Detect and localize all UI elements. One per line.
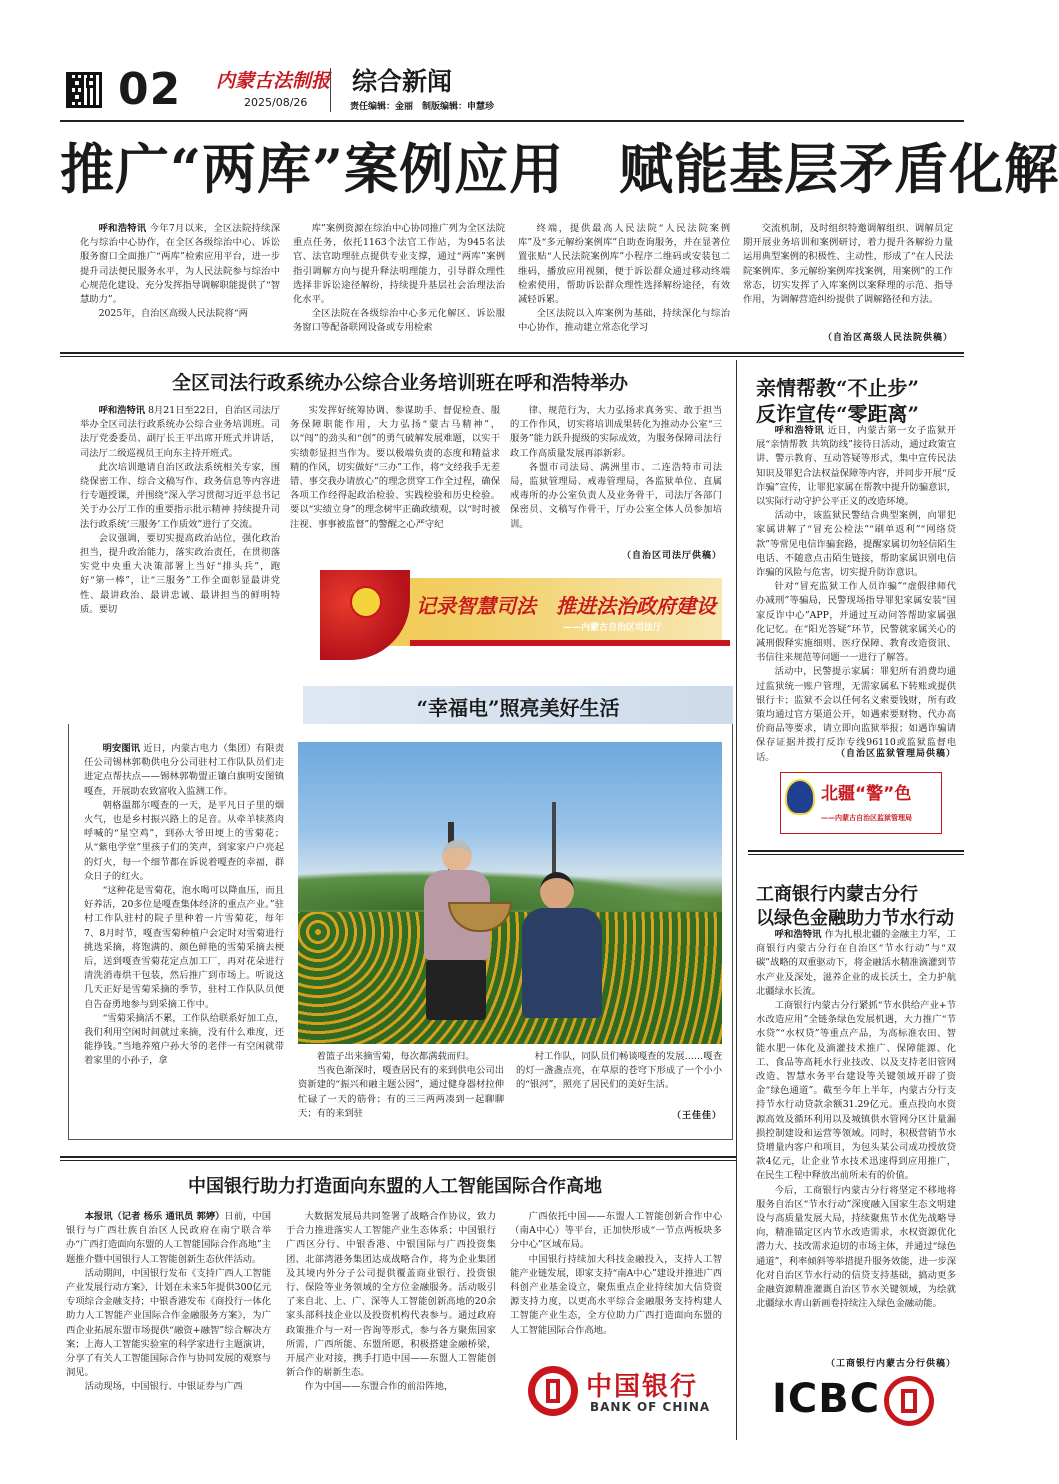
banner-subtitle: ——内蒙古自治区司法厅 — [562, 623, 662, 633]
family-body: 呼和浩特讯 近日，内蒙古第一女子监狱开展“亲情帮教 共筑防线”接待日活动，通过政策宣讲、警示教育、互动答疑等形式，集中宣传民法知识及罪犯合法权益保障等内容，并同步开展“反诈骗”宣传，让罪犯家属在帮教中提升防骗意识，以实际行动守护公平正义的改造环境。 活动中，该监狱民警结合典型案例，向罪犯家属讲解了“冒充公检法”“刷单返利”“网络贷款”等常见电信诈骗套路，提醒家属切勿轻信陌生电话、不随意点击陌生链接，帮助家属识别电信诈骗的风险与危害，切实提升防诈意识。 针对“冒充监狱工作人员诈骗”“虚假律师代办减刑”等骗局，民警现场指导罪犯家属安装“国家反诈中心”APP，并通过互动问答帮助家属强化记忆。在“阳光答疑”环节，民警就家属关心的减刑假释实施细则、医疗保障、教育改造资讯、书信往来规范等问题一一进行了解答。 活动中，民警提示家属：罪犯所有消费均通过监狱统一账户管理，无需家属私下转账或提供银行卡；监狱不会以任何名义索要钱财，所有政策均通过官方渠道公开，如遇索要财物、代办高价商品等要求，请立即向监狱举报；如遇诈骗请保存证据并拨打反诈专线96110或监狱监督电话。 — [756, 425, 956, 763]
icbc-logo-icon — [884, 1376, 934, 1426]
editors-line: 责任编辑：金丽 制版编辑：申慧珍 — [350, 102, 495, 112]
lead-col-3: 终端，提供最高人民法院“人民法院案例库”及“多元解纷案例库”自助查询服务，并在显著位置张贴“人民法院案例库”小程序二维码或安装包二维码，播放应用视频，便于诉讼群众通过移动终端检索使用，帮助诉讼群众理性选择解纷途径，有效减轻诉累。 全区法院以入库案例为基础，持续深化与综治中心协作，推动建立常态化学习 — [518, 223, 730, 334]
training-col-1: 呼和浩特讯 8月21日至22日，自治区司法厅举办全区司法行政系统办公综合业务培训班。司法厅党委委员、副厅长王平出席开班式并讲话，司法厅二级巡视员王向东主持开班式。 此次培训邀请自治区政法系统相关专家，围绕保密工作、综合文稿写作、政务信息等内容进行专题授课，并围绕“深入学习贯彻习近平总书记关于办公厅工作的重要指示批示精神 持续提升司法行政系统‘三服务’工作质效”进行了交流。 会议强调，要切实提高政治站位，强化政治担当，提升政治能力，落实政治责任，在贯彻落实党中央重大决策部署上当好“排头兵”，跑好“第一棒”，让“三服务”工作全面彰显最讲党性、最讲政治、最讲忠诚、最讲担当的鲜明特质。要切 — [80, 405, 280, 615]
boc-top-rule — [60, 1156, 736, 1161]
vertical-rule-lower — [736, 860, 737, 1440]
center-vertical-rule — [736, 360, 737, 860]
section-title: 综合新闻 — [352, 67, 453, 96]
page-number: 02 — [118, 64, 182, 115]
icbc-headline-1: 工商银行内蒙古分行 — [756, 884, 918, 905]
training-headline: 全区司法行政系统办公综合业务培训班在呼和浩特举办 — [171, 372, 628, 394]
lead-col-2: 库”案例资源在综治中心协同推广列为全区法院重点任务，依托1163个法官工作站，为945名法官、法官助理驻点提供专业支撑，通过“两库”案例指引调解方向与提升释法明理能力，引导群众理性选择非诉讼途径解纷，持续提升基层社会治理法治化水平。 全区法院在各级综治中心多元化解区、诉讼服务窗口等配备联网设备或专用检索 — [293, 223, 505, 334]
issue-date: 2025/08/26 — [244, 96, 308, 109]
boc-headline: 中国银行助力打造面向东盟的人工智能国际合作高地 — [188, 1176, 602, 1197]
boc-col-1: 本报讯（记者 杨乐 通讯员 郭婷）日前，中国银行与广西壮族自治区人民政府在南宁联合举办“广西打造面向东盟的人工智能国际合作高地”主题推介暨中国银行人工智能创新生态伙伴活动。 活动期间，中国银行发布《支持广西人工智能产业发展行动方案》，计划在未来5年提供300亿元专项综合金融支持；中银香港发布《商投行一体化助力人工智能产业国际合作金融服务方案》，为广西企业拓展东盟市场提供“融资+融智”综合解决方案；上海人工智能实验室的科学家进行主题演讲，分享了有关人工智能国际合作与协同发展的观察与洞见。 活动现场，中国银行、中银证券与广西 — [66, 1211, 271, 1393]
icbc-headline-2: 以绿色金融助力节水行动 — [756, 908, 954, 929]
training-source: （自治区司法厅供稿） — [621, 551, 722, 561]
power-headline: “幸福电”照亮美好生活 — [416, 696, 620, 720]
boc-logo-cn: 中国银行 — [586, 1372, 699, 1402]
smart-justice-banner — [330, 578, 722, 646]
masthead-rule — [60, 120, 964, 122]
prison-logo-subtitle: ——内蒙古自治区监狱管理局 — [821, 814, 912, 822]
icbc-logo-text: ICBC — [772, 1376, 881, 1422]
lead-col-4: 交流机制，及时组织特邀调解组织、调解员定期开展业务培训和案例研讨，着力提升各解纷力量运用典型案例的积极性、主动性，形成了“在人民法院案例库、多元解纷案例库找案例，用案例”的工作常态，切实发挥了入库案例以案释理的示范、指导作用，为调解营造纠纷提供了调解路径和方法。 — [743, 223, 953, 306]
family-source: （自治区监狱管理局供稿） — [835, 749, 956, 759]
training-col-2: 实发挥好统筹协调、参谋助手、督促检查、服务保障职能作用，大力弘扬“蒙古马精神”，以“闯”的劲头和“创”的勇气破解发展难题，以实干实绩彰显担当作为。要以极端负责的态度和精益求精的作风，切实做好“三办”工作，将“文经我手无差错、事交我办请放心”的理念贯穿工作全过程，确保各项工作经得起政治检验、实践检验和历史检验。要以“实绩立身”的理念树牢正确政绩观，以“时时被注视、事事被监督”的警醒之心严守纪 — [290, 405, 500, 530]
banner-title: 记录智慧司法 推进法治政府建设 — [416, 594, 716, 618]
police-badge-icon — [785, 779, 815, 815]
prison-logo — [780, 772, 942, 834]
boc-col-3: 广西依托中国——东盟人工智能创新合作中心（南A中心）等平台，正加快形成“一节点两板块多分中心”区域布局。 中国银行持续加大科技金融投入，支持人工智能产业链发展，即家支持“南A中心”建设并推进广西科创产业基金设立，聚焦重点企业持续加大信贷资源支持力度，以更高水平综合金融服务支持构建人工智能产业生态，全方位助力广西打造面向东盟的人工智能国际合作高地。 — [510, 1211, 722, 1336]
paper-name-logo: 内蒙古法制报 — [216, 70, 331, 92]
news-photo — [298, 742, 722, 1044]
training-col-3: 律、规范行为，大力弘扬求真务实、敢于担当的工作作风，切实将培训成果转化为推动办公室“三服务”能力跃升提级的实际成效，为服务保障司法行政工作高质量发展再添新彩。 各盟市司法局、满洲里市、二连浩特市司法局，监狱管理局、戒毒管理局，各监狱单位、直属戒毒所的办公室负责人及业务骨干，司法厅各部门保密员、文稿写作骨干，厅办公室全体人员参加培训。 — [510, 405, 722, 530]
masthead-divider — [330, 68, 331, 112]
emblem-icon — [350, 586, 382, 618]
lead-col-1: 呼和浩特讯 今年7月以来，全区法院持续深化与综治中心协作，在全区各级综治中心、诉讼服务窗口全面推广“两库”检索应用平台，进一步提升司法便民服务水平，为人民法院参与综治中心规范化建设、充分发挥指导调解职能提供了“智慧助力”。 2025年，自治区高级人民法院将“两 — [80, 223, 280, 320]
family-headline-1: 亲情帮教“不止步” — [756, 376, 920, 400]
lead-source: （自治区高级人民法院供稿） — [822, 333, 953, 343]
power-col-3: 村工作队，同队员们畅谈嘎查的发展……嘎查的灯一盏盏点亮，在草原的苍穹下形成了一个小小的“银河”，照亮了居民们的美好生活。 — [516, 1051, 722, 1091]
icbc-source: （工商银行内蒙古分行供稿） — [825, 1359, 956, 1369]
lead-headline: 推广“两库”案例应用 赋能基层矛盾化解 — [60, 137, 1059, 201]
power-col-2: 着篮子出来摘雪菊，每次都满载而归。 当夜色渐深时，嘎查居民有的来到供电公司出资新建的“振兴和融主题公园”，通过健身器材拉伸忙碌了一天的筋骨；有的三三两两凑到一起聊聊天；有的来到驻 — [298, 1051, 504, 1119]
right-column-divider — [748, 850, 964, 855]
icbc-body: 呼和浩特讯 作为扎根北疆的金融主力军，工商银行内蒙古分行在自治区“节水行动”与“双碳”战略的双重驱动下，将金融活水精准滴灌到节水产业及深处，滋养企业的成长沃土，全力护航北疆绿水长流。 工商银行内蒙古分行紧抓“节水供给产业+节水改造应用”全链条绿色发展机遇，大力推广“节水贷”“水权贷”等重点产品，为高标准农田、智能水肥一体化及滴灌技术推广、保障能源、化工、食品等高耗水行业技改、以及支持老旧管网改造、智慧水务平台建设等关键领域开辟了资金“绿色通道”。截至今年上半年，内蒙古分行支持节水行动贷款余额31.29亿元。重点投向水资源高效及循环利用以及城镇供水管网分区计量漏损控制建设和运营等领域。同时，积极营销节水贷增量内客户和项目，为包头某公司成功授放贷款4亿元，让企业节水技术迅速得到应用推广，在民生工程中释放出前所未有的价值。 今后，工商银行内蒙古分行将坚定不移地将服务自治区“节水行动”深度融入国家生态文明建设与高质量发展大局，持续聚焦节水优先战略导向，精准锚定区内节水改造需求，水权资源优化潜力大、技改需求迫切的市场主体，并通过“绿色通道”，利率倾斜等举措提升服务效能，进一步深化对自治区节水行动的信贷支持基础，搞动更多金融资源精准灌溉自治区节水关键领域，为绘就北疆绿水青山新画卷持续注入绿色金融动能。 — [756, 929, 956, 1310]
boc-logo-icon — [528, 1366, 578, 1416]
boc-logo-en: BANK OF CHINA — [590, 1400, 711, 1414]
boc-col-2: 大数据发展局共同签署了战略合作协议，致力于合力推进落实人工智能产业生态体系；中国银行广西区分行、中银香港、中银国际与广西投资集团、北部湾港务集团达成战略合作，将为企业集团及其境内外分子公司提供覆盖商业银行、投资银行、保险等业务领域的全方位金融服务。活动吸引了来自北、上、广、深等人工智能创新高地的20余家头部科技企业以及投资机构代表参与。通过政府政策推介与一对一咨询等形式，参与各方聚焦国家所需，广西所能、东盟所愿，积极搭建金融桥梁，开展产业对接，携手打造中国——东盟人工智能创新合作的崭新生态。 作为中国——东盟合作的前沿阵地， — [286, 1211, 496, 1393]
prison-logo-text: 北疆“警”色 — [821, 784, 912, 804]
man-figure — [518, 872, 628, 1022]
power-source: （王佳佳） — [671, 1111, 722, 1121]
power-col-1: 明安图讯 近日，内蒙古电力（集团）有限责任公司锡林郭勒供电分公司驻村工作队队员们走进定点帮扶点——锡林郭勒盟正镶白旗明安图镇嘎查，开展助农致富收入监测工作。 朝格温都尔嘎查的一天，是平凡日子里的烟火气，也是乡村振兴路上的足音。从牵羊犊蒸肉呼喊的“星空鸡”，到孙大爷田埂上的雪菊花；从“紫电学堂”里孩子们的笑声，到家家户户亮起的灯火，每一个细节都在诉说着嘎查的幸福，群众日子的红火。 “这种花是雪菊花，泡水喝可以降血压，而且好养活，20多位是嘎查集体经济的重点产业。”驻村工作队驻村的院子里种着一片雪菊花，每年7、8月时节，嘎查雪菊种植户会定时对雪菊进行挑选采摘，将饱满的、颜色鲜艳的雪菊采摘去梗后，送到嘎查雪菊花定点加工厂，再对花朵进行清洗消毒烘干包装，然后推广到市场上。听说这几天正好是雪菊采摘的季节，驻村工作队队员便自告奋勇地参与到采摘工作中。 “雪菊采摘活不累，工作队给联系好加工点，我们利用空闲时间就过来摘，没有什么难度，还能挣钱。”当地养殖户孙大爷的老伴一有空闲就带着家里的小孙子，拿 — [84, 743, 284, 1067]
family-headline-2: 反诈宣传“零距离” — [756, 402, 920, 426]
qr-code-icon — [66, 72, 102, 108]
lead-bottom-rule — [60, 352, 964, 357]
